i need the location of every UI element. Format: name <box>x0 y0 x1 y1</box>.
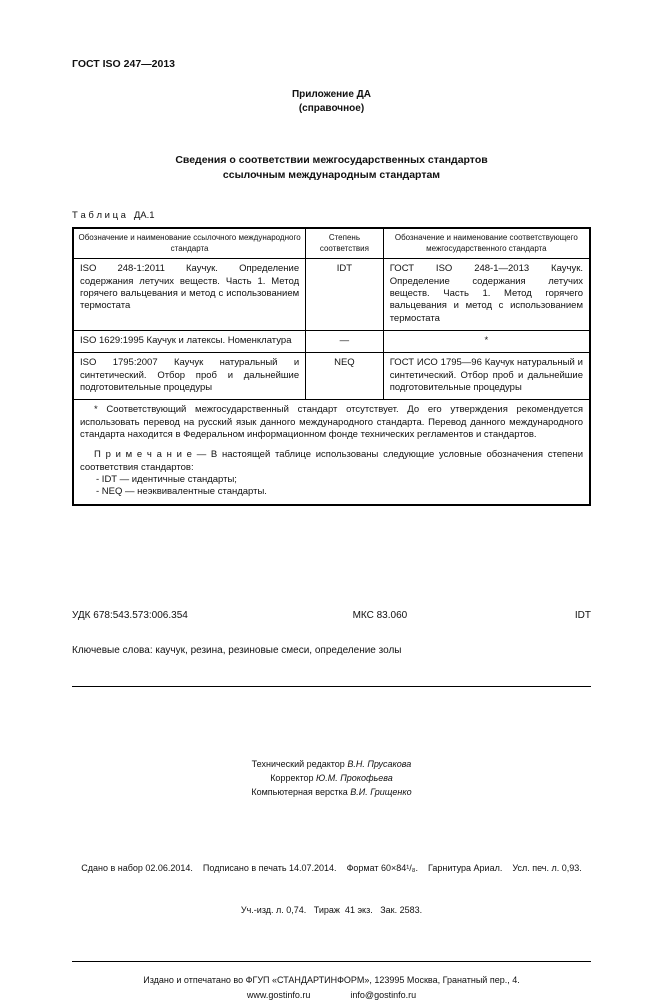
note-item-neq: - NEQ — неэквивалентные стандарты. <box>96 486 267 498</box>
col-header-degree: Степень соответствия <box>306 228 384 258</box>
classification-codes-row <box>72 610 591 621</box>
colophon-line <box>72 785 591 799</box>
degree-cell: — <box>306 330 384 352</box>
table-header-row <box>73 228 590 258</box>
print-info-line1: Сдано в набор 02.06.2014. Подписано в печать 14.07.2014. Формат 60×84¹/₈. Гарнитура Ариал. Усл. печ. л. 0,93. <box>81 862 582 873</box>
appendix-title: Приложение ДА <box>291 89 372 100</box>
footnote-cell <box>73 400 590 505</box>
corrector-name: Ю.М. Прокофьева <box>316 773 393 784</box>
doc-number: ГОСТ ISO 247—2013 <box>72 58 176 70</box>
ref-standard-cell: ISO 1629:1995 Каучук и латексы. Номенклатура <box>73 330 306 352</box>
imprint-block <box>72 974 591 1001</box>
ref-standard-cell: ISO 248-1:2011 Каучук. Определение содержания летучих веществ. Часть 1. Метод горячего вальцевания и метод с использованием термостата <box>73 259 306 331</box>
website-text: www.gostinfo.ru <box>246 989 311 1000</box>
table-row <box>73 259 590 331</box>
corresponding-standard-cell: * <box>383 330 590 352</box>
col-header-reference-standard: Обозначение и наименование ссылочного международного стандарта <box>73 228 306 258</box>
appendix-subtitle: (справочное) <box>298 102 365 114</box>
table-footnote-row <box>73 400 590 505</box>
email-text: info@gostinfo.ru <box>350 989 417 1000</box>
section-title <box>72 153 591 182</box>
table-note: П р и м е ч а н и е — В настоящей таблице использованы следующие условные обозначения степени соответствия стандартов: <box>80 449 586 473</box>
editor-role: Технический редактор <box>251 758 345 769</box>
appendix-block <box>72 88 591 115</box>
divider-rule <box>72 686 591 687</box>
udk-code: УДК 678:543.573:006.354 <box>72 609 188 621</box>
section-title-line2: ссылочным международным стандартам <box>222 168 441 181</box>
keywords-line: Ключевые слова: каучук, резина, резиновые смеси, определение золы <box>72 644 402 656</box>
corrector-role: Корректор <box>270 773 314 784</box>
section-title-line1: Сведения о соответствии межгосударственных стандартов <box>175 154 488 166</box>
divider-rule <box>72 961 591 962</box>
mks-code: МКС 83.060 <box>352 609 408 621</box>
corresponding-standard-cell: ГОСТ ISO 248-1—2013 Каучук. Определение содержания летучих веществ. Часть 1. Метод горячего вальцевания и метод с использованием термостата <box>383 259 590 331</box>
colophon-line <box>72 757 591 771</box>
layout-name: В.И. Грищенко <box>350 787 412 798</box>
table-row <box>73 330 590 352</box>
note-item-idt: - IDT — идентичные стандарты; <box>96 473 237 485</box>
degree-cell: IDT <box>306 259 384 331</box>
colophon-block <box>72 757 591 800</box>
colophon-line <box>72 771 591 785</box>
degree-cell: NEQ <box>306 353 384 400</box>
imprint-contacts <box>72 989 591 1002</box>
layout-role: Компьютерная верстка <box>251 787 348 798</box>
idt-label: IDT <box>574 609 592 621</box>
corresponding-standard-cell: ГОСТ ИСО 1795—96 Каучук натуральный и синтетический. Отбор проб и дальнейшие подготовительные процедуры <box>383 353 590 400</box>
print-info-line2: Уч.-изд. л. 0,74. Тираж 41 экз. Зак. 2583. <box>240 904 423 915</box>
print-info-block <box>72 834 591 946</box>
imprint-address: Издано и отпечатано во ФГУП «СТАНДАРТИНФОРМ», 123995 Москва, Гранатный пер., 4. <box>143 975 520 986</box>
table-footnote: * Соответствующий межгосударственный стандарт отсутствует. До его утверждения рекомендуется использовать перевод на русский язык данного международного стандарта. Перевод данного международного стандарта находится в Федеральном информационном фонде технических регламентов и стандартов. <box>80 404 583 440</box>
ref-standard-cell: ISO 1795:2007 Каучук натуральный и синтетический. Отбор проб и дальнейшие подготовительные процедуры <box>73 353 306 400</box>
table-caption: Т а б л и ц а ДА.1 <box>72 210 155 222</box>
standards-correspondence-table <box>72 227 591 505</box>
col-header-corresponding-standard: Обозначение и наименование соответствующего межгосударственного стандарта <box>383 228 590 258</box>
table-row <box>73 353 590 400</box>
editor-name: В.Н. Прусакова <box>347 758 412 769</box>
